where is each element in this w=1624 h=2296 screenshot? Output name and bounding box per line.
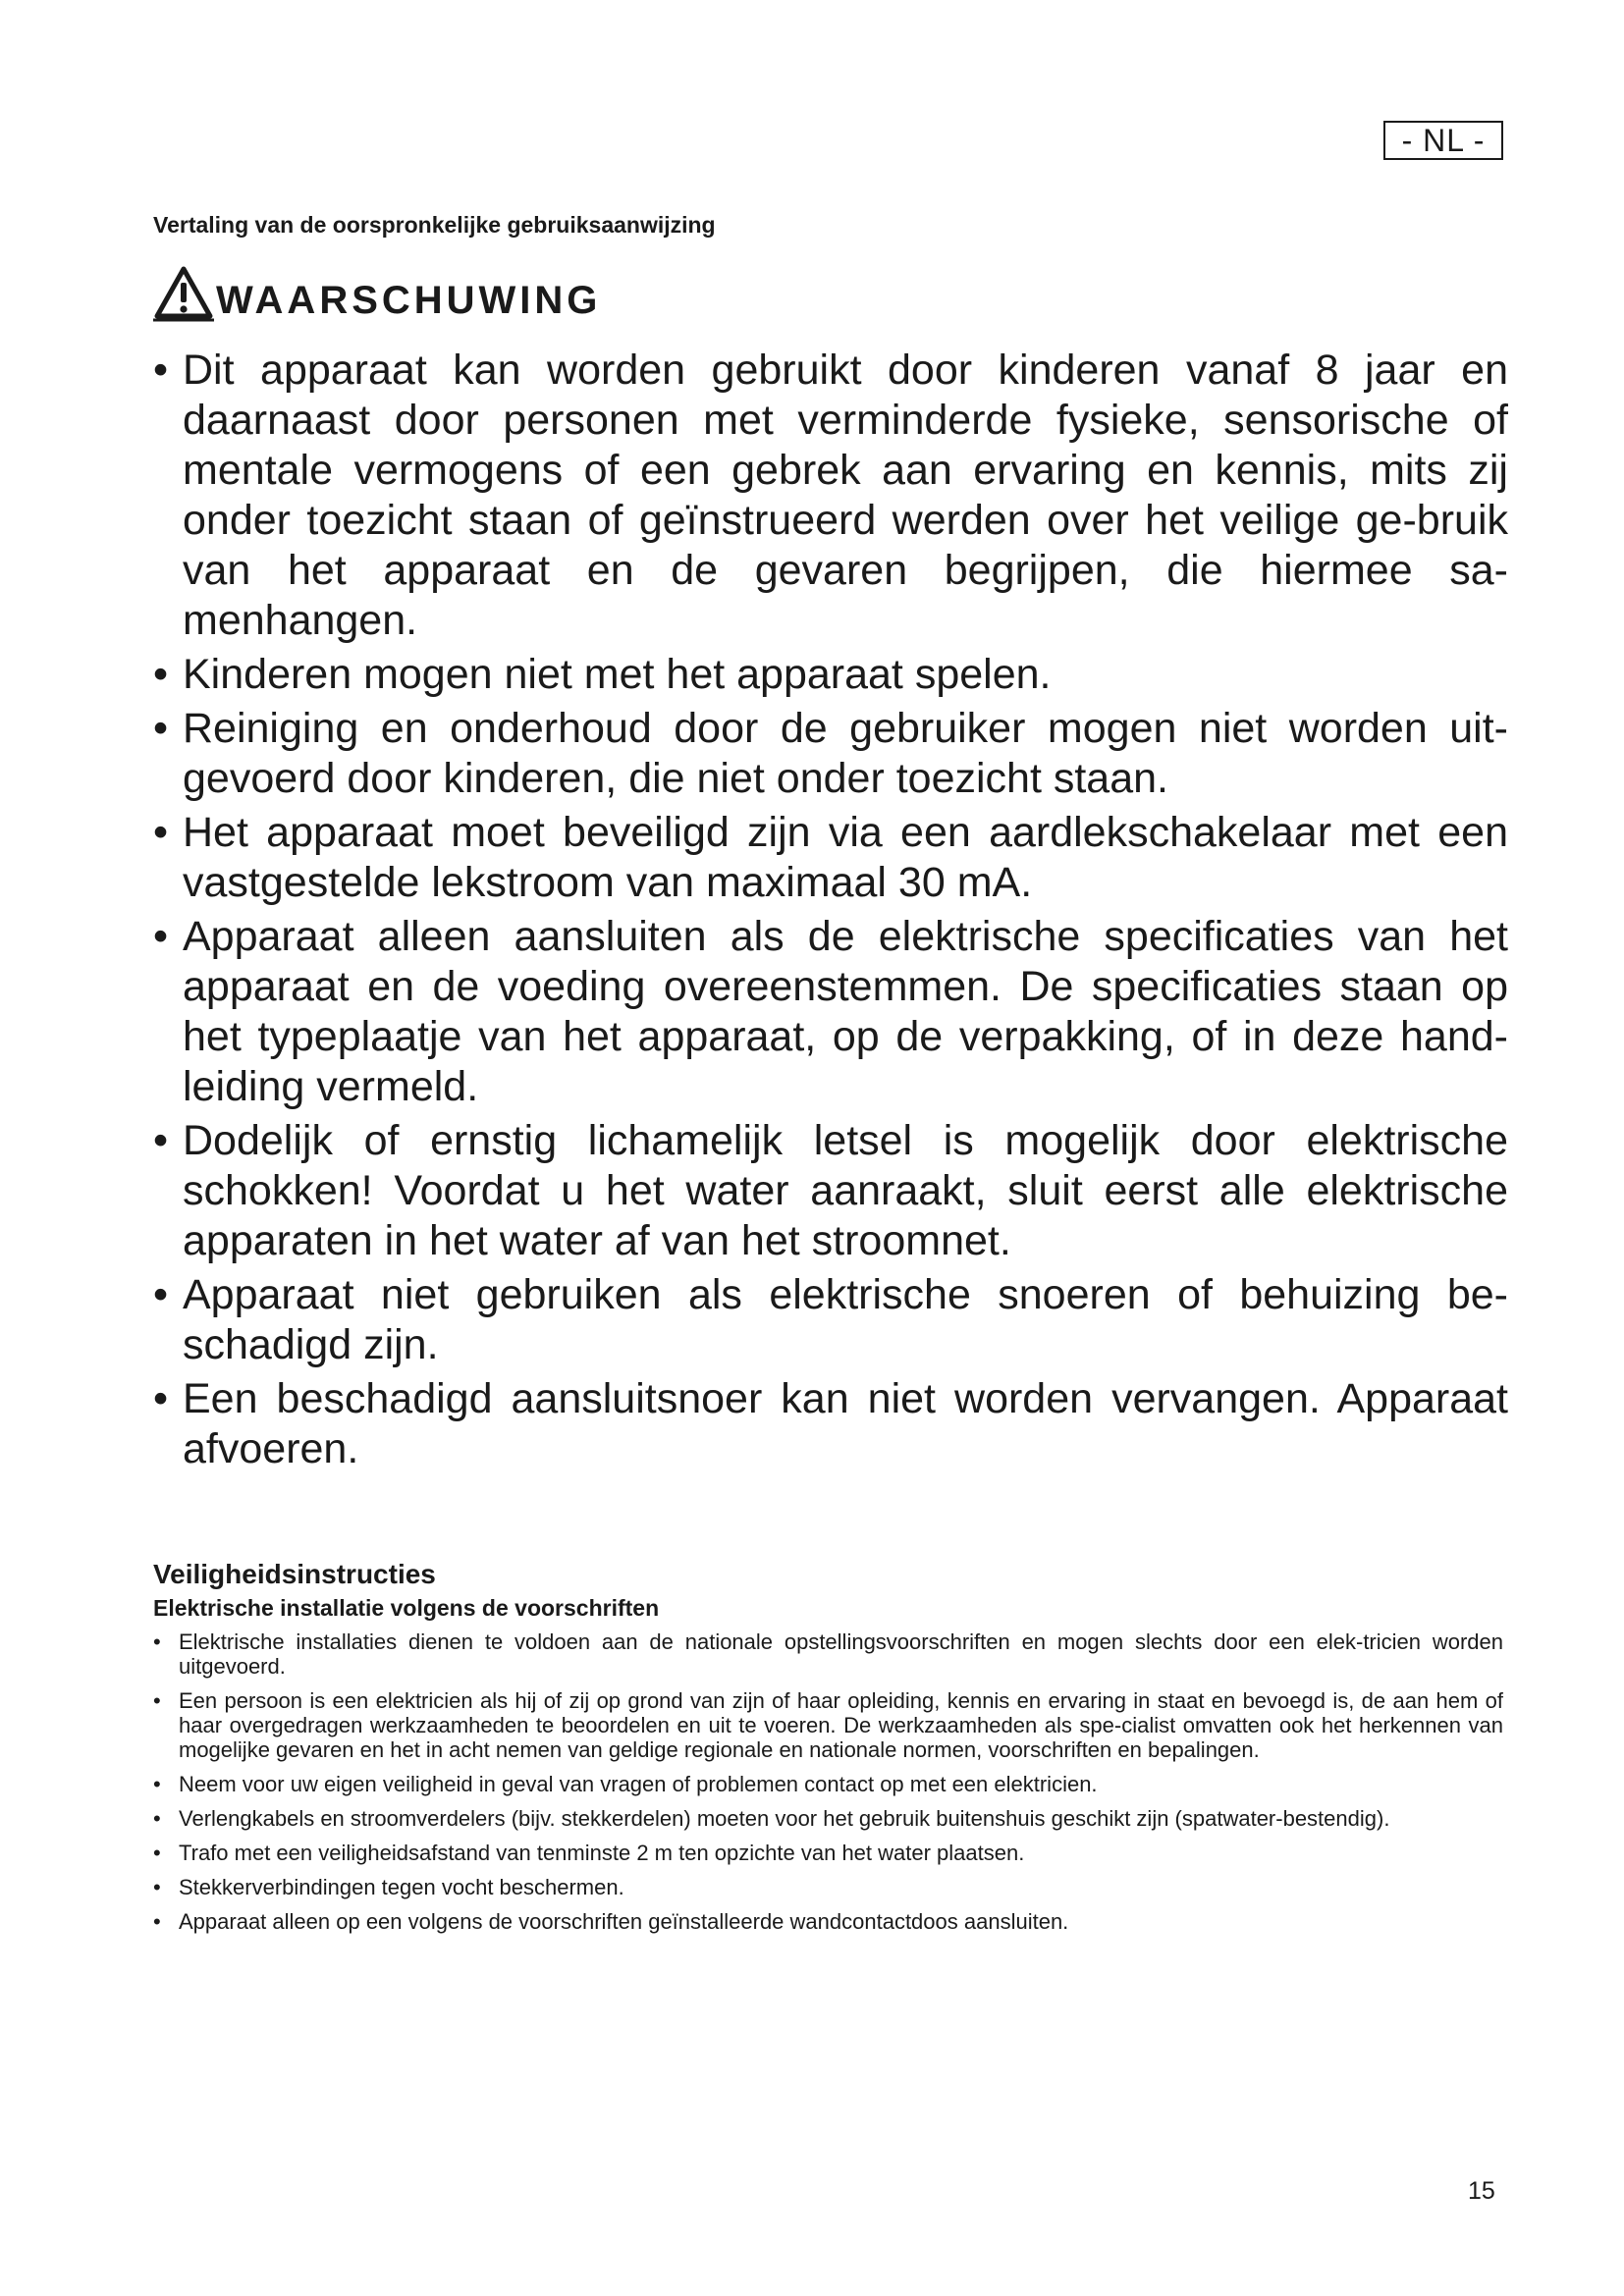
safety-item: • Neem voor uw eigen veiligheid in geval van vragen of problemen contact op met een elektricien. (153, 1772, 1503, 1796)
warning-item: • Het apparaat moet beveiligd zijn via een aardlekschakelaar met een vastgestelde lekstroom van maximaal 30 mA. (153, 808, 1508, 908)
warning-item: • Dit apparaat kan worden gebruikt door kinderen vanaf 8 jaar en daarnaast door personen met verminderde fysieke, sensorische of mentale vermogens of een gebrek aan ervaring en kennis, mits zij onder toezicht staan of geïnstrueerd werden over het veilige ge-bruik van het apparaat en de gevaren begrijpen, die hiermee sa-menhangen. (153, 346, 1508, 646)
safety-item: • Elektrische installaties dienen te voldoen aan de nationale opstellingsvoorschriften en mogen slechts door een elek-tricien worden uitgevoerd. (153, 1629, 1503, 1679)
warning-title: WAARSCHUWING (216, 279, 602, 322)
warning-item: • Apparaat niet gebruiken als elektrische snoeren of behuizing be-schadigd zijn. (153, 1270, 1508, 1370)
warning-heading (153, 265, 601, 322)
safety-item: • Een persoon is een elektricien als hij of zij op grond van zijn of haar opleiding, kennis en ervaring in staat en bevoegd is, de aan hem of haar overgedragen werkzaamheden te beoordelen en uit te voeren. De werkzaamheden als spe-cialist omvatten ook het herkennen van mogelijke gevaren en het in acht nemen van geldige regionale en nationale normen, voorschriften en bepalingen. (153, 1688, 1503, 1762)
page-number: 15 (1468, 2177, 1495, 2205)
safety-section-title: Veiligheidsinstructies (153, 1559, 436, 1589)
warning-item: • Dodelijk of ernstig lichamelijk letsel is mogelijk door elektrische schokken! Voordat u het water aanraakt, sluit eerst alle elektrische apparaten in het water af van het stroomnet. (153, 1116, 1508, 1266)
safety-list (153, 1629, 1503, 1944)
language-tag: - NL - (1383, 121, 1503, 160)
safety-item: • Trafo met een veiligheidsafstand van tenminste 2 m ten opzichte van het water plaatsen. (153, 1841, 1503, 1865)
document-subtitle: Vertaling van de oorspronkelijke gebruiksaanwijzing (153, 212, 716, 238)
warning-item: • Kinderen mogen niet met het apparaat spelen. (153, 650, 1508, 700)
warning-list (153, 346, 1508, 1478)
warning-item: • Apparaat alleen aansluiten als de elektrische specificaties van het apparaat en de voeding overeenstemmen. De specificaties staan op het typeplaatje van het apparaat, op de verpakking, of in deze hand-leiding vermeld. (153, 912, 1508, 1112)
safety-item: • Verlengkabels en stroomverdelers (bijv. stekkerdelen) moeten voor het gebruik buitenshuis geschikt zijn (spatwater-bestendig). (153, 1806, 1503, 1831)
safety-item: • Stekkerverbindingen tegen vocht beschermen. (153, 1875, 1503, 1899)
warning-item: • Een beschadigd aansluitsnoer kan niet worden vervangen. Apparaat afvoeren. (153, 1374, 1508, 1474)
safety-section-subtitle: Elektrische installatie volgens de voorschriften (153, 1595, 660, 1621)
safety-item: • Apparaat alleen op een volgens de voorschriften geïnstalleerde wandcontactdoos aansluiten. (153, 1909, 1503, 1934)
warning-triangle-icon (153, 265, 214, 322)
warning-item: • Reiniging en onderhoud door de gebruiker mogen niet worden uit-gevoerd door kinderen, die niet onder toezicht staan. (153, 704, 1508, 804)
